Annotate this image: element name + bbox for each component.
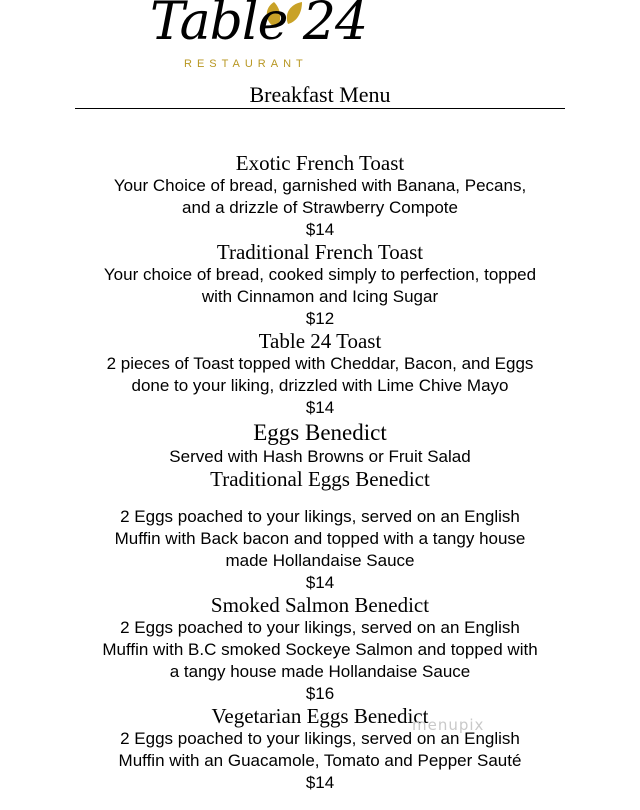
spacer xyxy=(0,491,640,506)
item-description: 2 Eggs poached to your likings, served on an English xyxy=(120,729,520,748)
logo-subtitle: RESTAURANT xyxy=(184,58,308,70)
menu-item xyxy=(0,468,640,594)
item-description: with Cinnamon and Icing Sugar xyxy=(201,287,439,306)
restaurant-logo xyxy=(0,0,640,76)
item-price: $12 xyxy=(305,309,335,328)
item-description: Muffin with an Guacamole, Tomato and Pepper Sauté xyxy=(118,751,522,770)
title-divider xyxy=(75,108,565,109)
menu-item xyxy=(0,241,640,330)
menu-title: Breakfast Menu xyxy=(249,82,391,107)
item-description: Muffin with Back bacon and topped with a tangy house xyxy=(114,529,526,548)
menu-items xyxy=(0,152,640,794)
item-name: Traditional French Toast xyxy=(216,240,424,264)
item-price: $14 xyxy=(305,220,335,239)
item-description: Your Choice of bread, garnished with Banana, Pecans, xyxy=(113,176,527,195)
item-price: $14 xyxy=(305,573,335,592)
item-description: made Hollandaise Sauce xyxy=(225,551,415,570)
item-description: and a drizzle of Strawberry Compote xyxy=(182,198,458,217)
item-description: done to your liking, drizzled with Lime Chive Mayo xyxy=(131,376,509,395)
item-price: $16 xyxy=(305,684,335,703)
item-description: 2 Eggs poached to your likings, served on an English xyxy=(120,618,520,637)
watermark: menupix xyxy=(412,716,485,734)
menu-item xyxy=(0,705,640,794)
item-description: Your choice of bread, cooked simply to perfection, topped xyxy=(103,265,537,284)
section-subtitle: Served with Hash Browns or Fruit Salad xyxy=(169,447,471,466)
menu-item xyxy=(0,594,640,705)
item-name: Smoked Salmon Benedict xyxy=(210,593,430,617)
logo-wordmark: Table 24 xyxy=(150,0,368,52)
item-price: $14 xyxy=(305,773,335,792)
item-description: a tangy house made Hollandaise Sauce xyxy=(169,662,471,681)
section-title: Eggs Benedict xyxy=(253,420,387,445)
item-description: 2 Eggs poached to your likings, served on an English xyxy=(120,507,520,526)
item-description: Muffin with B.C smoked Sockeye Salmon and topped with xyxy=(102,640,538,659)
item-name: Table 24 Toast xyxy=(258,329,382,353)
menu-item xyxy=(0,330,640,419)
item-name: Traditional Eggs Benedict xyxy=(210,467,430,491)
item-name: Exotic French Toast xyxy=(235,151,405,175)
item-description: 2 pieces of Toast topped with Cheddar, Bacon, and Eggs xyxy=(106,354,534,373)
menu-item xyxy=(0,152,640,241)
item-name: Vegetarian Eggs Benedict xyxy=(211,704,429,728)
item-price: $14 xyxy=(305,398,335,417)
